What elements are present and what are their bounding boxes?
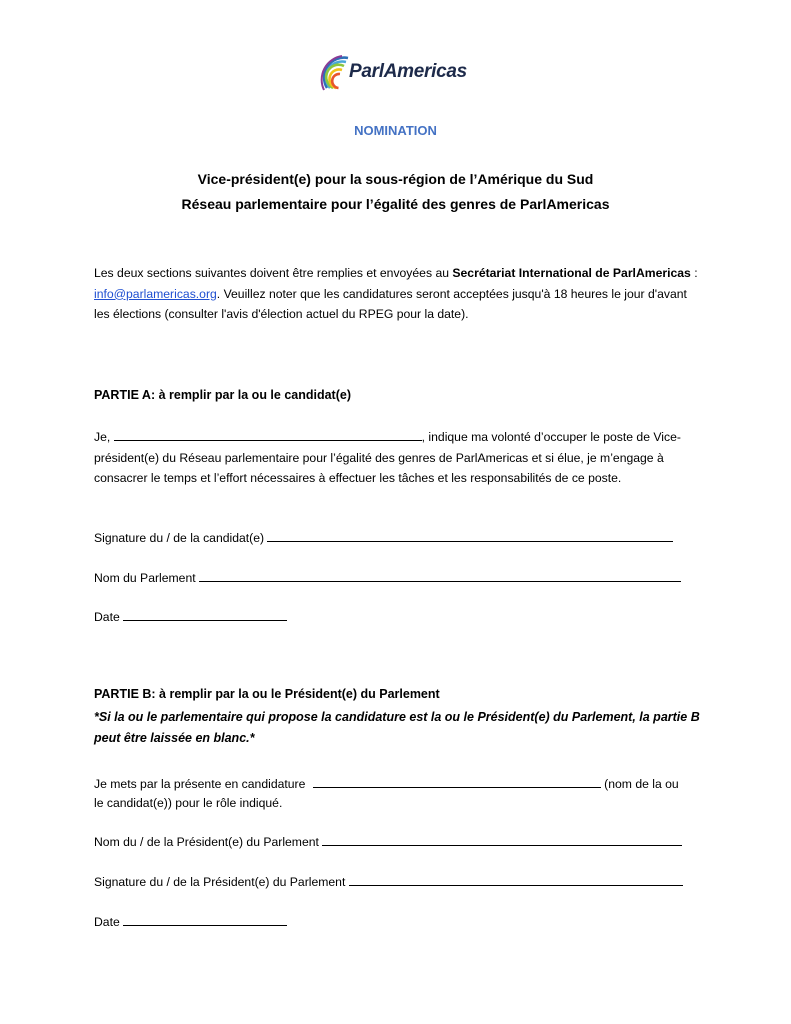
part-a-heading: PARTIE A: à remplir par la ou le candidat(e)	[94, 388, 351, 402]
parliament-name-row	[94, 570, 681, 585]
document-title-line1: Vice-président(e) pour la sous-région de l’Amérique du Sud	[197, 171, 594, 187]
intro-deadline-text: . Veuillez noter que les candidatures seront acceptées jusqu'à 18 heures le jour d'avant les élections (consulter l'avis d'élection actuel du RPEG pour la date).	[94, 286, 687, 322]
intro-separator: :	[690, 266, 698, 280]
president-name-field[interactable]	[322, 834, 682, 846]
document-title-line2: Réseau parlementaire pour l’égalité des genres de ParlAmericas	[181, 196, 610, 212]
president-signature-field[interactable]	[349, 874, 683, 886]
part-b-date-label: Date	[94, 915, 120, 929]
part-b-date-row	[94, 914, 287, 929]
part-a-date-field[interactable]	[123, 609, 287, 621]
nomination-text: Je mets par la présente en candidature	[94, 777, 306, 791]
parliament-name-label: Nom du Parlement	[94, 571, 196, 585]
candidate-name-field[interactable]	[114, 429, 422, 441]
parliament-name-field[interactable]	[199, 570, 681, 582]
candidate-signature-row	[94, 530, 673, 545]
nominee-name-field[interactable]	[313, 776, 601, 788]
president-name-label: Nom du / de la Président(e) du Parlement	[94, 835, 319, 849]
email-link[interactable]: info@parlamericas.org	[94, 286, 217, 301]
president-signature-label: Signature du / de la Président(e) du Parlement	[94, 875, 346, 889]
declaration-je: Je,	[94, 430, 111, 444]
president-name-row	[94, 834, 682, 849]
intro-paragraph	[94, 263, 704, 325]
nomination-row	[94, 776, 679, 791]
part-b-heading: PARTIE B: à remplir par la ou le Président(e) du Parlement	[94, 687, 440, 701]
parlamericas-logo	[318, 50, 478, 96]
intro-text: Les deux sections suivantes doivent être remplies et envoyées au	[94, 266, 453, 280]
candidate-signature-label: Signature du / de la candidat(e)	[94, 531, 265, 545]
declaration-text: , indique ma volonté d’occuper le poste de Vice-président(e) du Réseau parlementaire pour l’égalité des genres de ParlAmericas et si élue, je m’engage à consacrer le temps et l’effort nécessaires à effectuer les tâches et les responsabilités de ce poste.	[94, 430, 681, 486]
part-a-declaration	[94, 427, 704, 489]
nominee-note-text: (nom de la ou	[604, 777, 679, 791]
nomination-heading: NOMINATION	[354, 123, 437, 138]
secretariat-name: Secrétariat International de ParlAmericas	[452, 266, 691, 280]
president-signature-row	[94, 874, 683, 889]
part-a-date-label: Date	[94, 610, 120, 624]
part-a-date-row	[94, 609, 287, 624]
logo-text: ParlAmericas	[349, 61, 467, 82]
nomination-row-continued: le candidat(e)) pour le rôle indiqué.	[94, 796, 283, 810]
candidate-signature-field[interactable]	[267, 530, 673, 542]
part-b-note: *Si la ou le parlementaire qui propose la candidature est la ou le Président(e) du Parlement, la partie B peut être laissée en blanc.*	[94, 710, 700, 745]
part-b-date-field[interactable]	[123, 914, 287, 926]
